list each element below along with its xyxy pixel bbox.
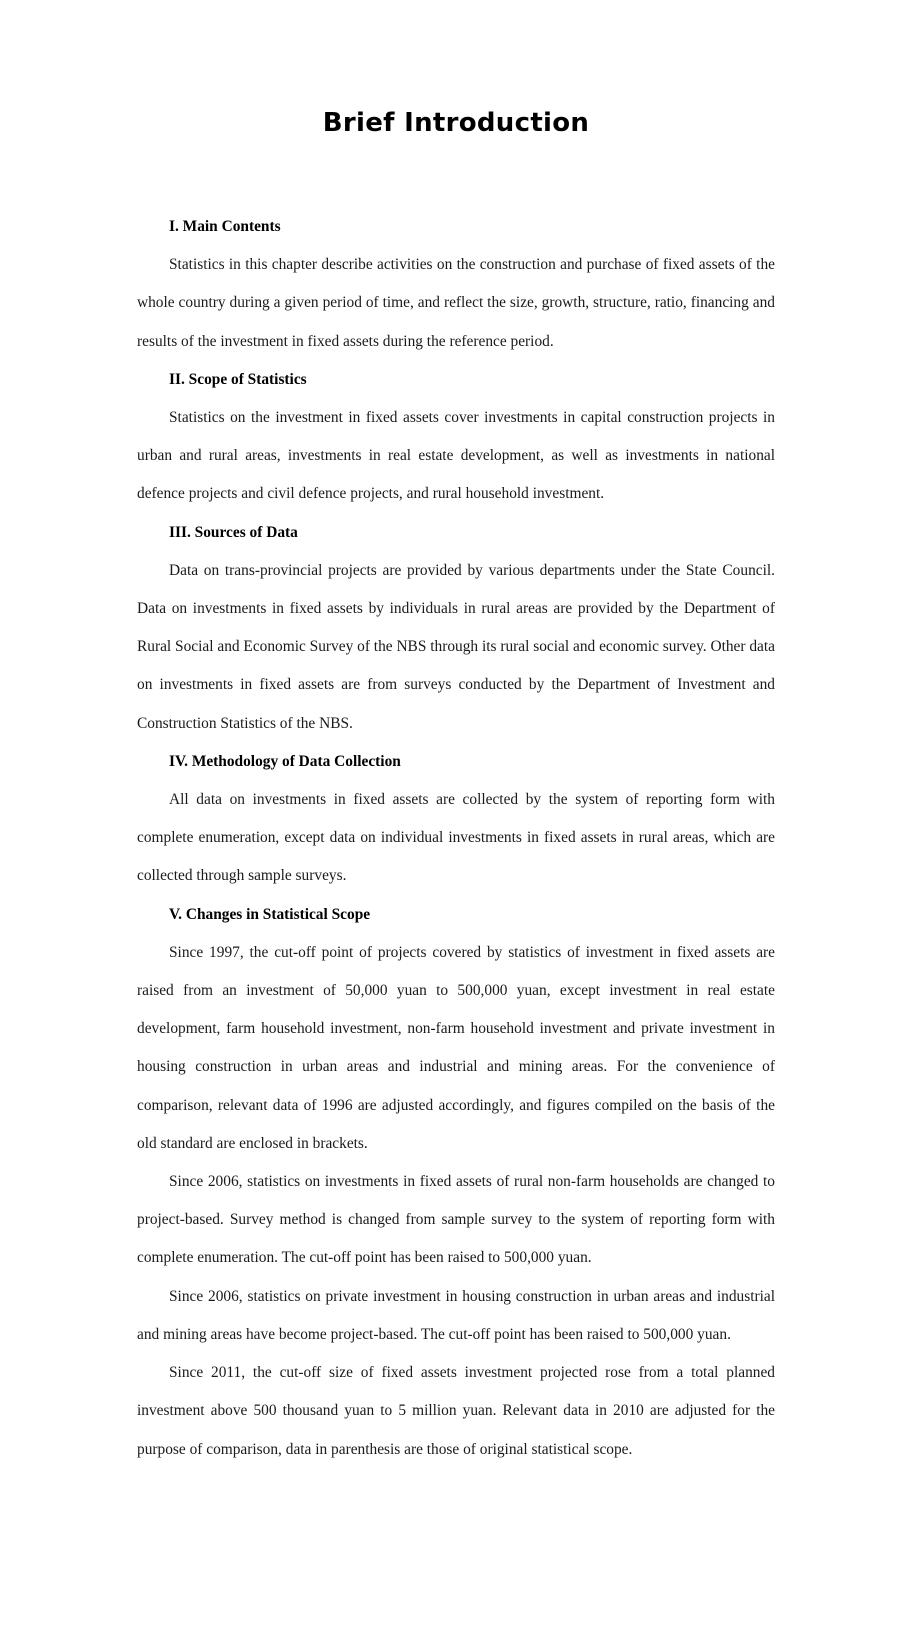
paragraph: All data on investments in fixed assets are collected by the system of reporting form with complete enumeration, except data on individual investments in fixed assets in rural areas, which are collected through sample surveys. bbox=[137, 791, 775, 885]
paragraph: Since 2006, statistics on investments in fixed assets of rural non-farm households are changed to project-based. Survey method is changed from sample survey to the system of reporting form with complete enumeration. The cut-off point has been raised to 500,000 yuan. bbox=[137, 1173, 775, 1267]
section-changes-in-scope bbox=[137, 896, 775, 1469]
page-title: Brief Introduction bbox=[322, 108, 590, 138]
document-body bbox=[137, 208, 775, 1469]
paragraph: Statistics in this chapter describe activities on the construction and purchase of fixed assets of the whole country during a given period of time, and reflect the size, growth, structure, ratio, financing and results of the investment in fixed assets during the reference period. bbox=[137, 256, 775, 350]
paragraph: Since 2011, the cut-off size of fixed assets investment projected rose from a total planned investment above 500 thousand yuan to 5 million yuan. Relevant data in 2010 are adjusted for the purpose of comparison, data in parenthesis are those of original statistical scope. bbox=[137, 1364, 775, 1458]
paragraph: Since 2006, statistics on private investment in housing construction in urban areas and industrial and mining areas have become project-based. The cut-off point has been raised to 500,000 yuan. bbox=[137, 1287, 775, 1343]
section-sources-of-data bbox=[137, 514, 775, 743]
section-heading: IV. Methodology of Data Collection bbox=[169, 752, 401, 770]
section-heading: II. Scope of Statistics bbox=[169, 370, 307, 388]
paragraph: Statistics on the investment in fixed assets cover investments in capital construction projects in urban and rural areas, investments in real estate development, as well as investments in national defence projects and civil defence projects, and rural household investment. bbox=[137, 409, 775, 503]
paragraph: Data on trans-provincial projects are provided by various departments under the State Council. Data on investments in fixed assets by individuals in rural areas are provided by the Department of Rural Social and Economic Survey of the NBS through its rural social and economic survey. Other data on investments in fixed assets are from surveys conducted by the Department of Investment and Construction Statistics of the NBS. bbox=[137, 561, 775, 732]
section-methodology bbox=[137, 743, 775, 896]
section-scope-of-statistics bbox=[137, 361, 775, 514]
section-main-contents bbox=[137, 208, 775, 361]
section-heading: I. Main Contents bbox=[169, 218, 281, 235]
paragraph: Since 1997, the cut-off point of projects covered by statistics of investment in fixed assets are raised from an investment of 50,000 yuan to 500,000 yuan, except investment in real estate development, farm household investment, non-farm household investment and private investment in housing construction in urban areas and industrial and mining areas. For the convenience of comparison, relevant data of 1996 are adjusted accordingly, and figures compiled on the basis of the old standard are enclosed in brackets. bbox=[137, 943, 775, 1152]
section-heading: III. Sources of Data bbox=[169, 523, 298, 541]
section-heading: V. Changes in Statistical Scope bbox=[169, 905, 371, 923]
